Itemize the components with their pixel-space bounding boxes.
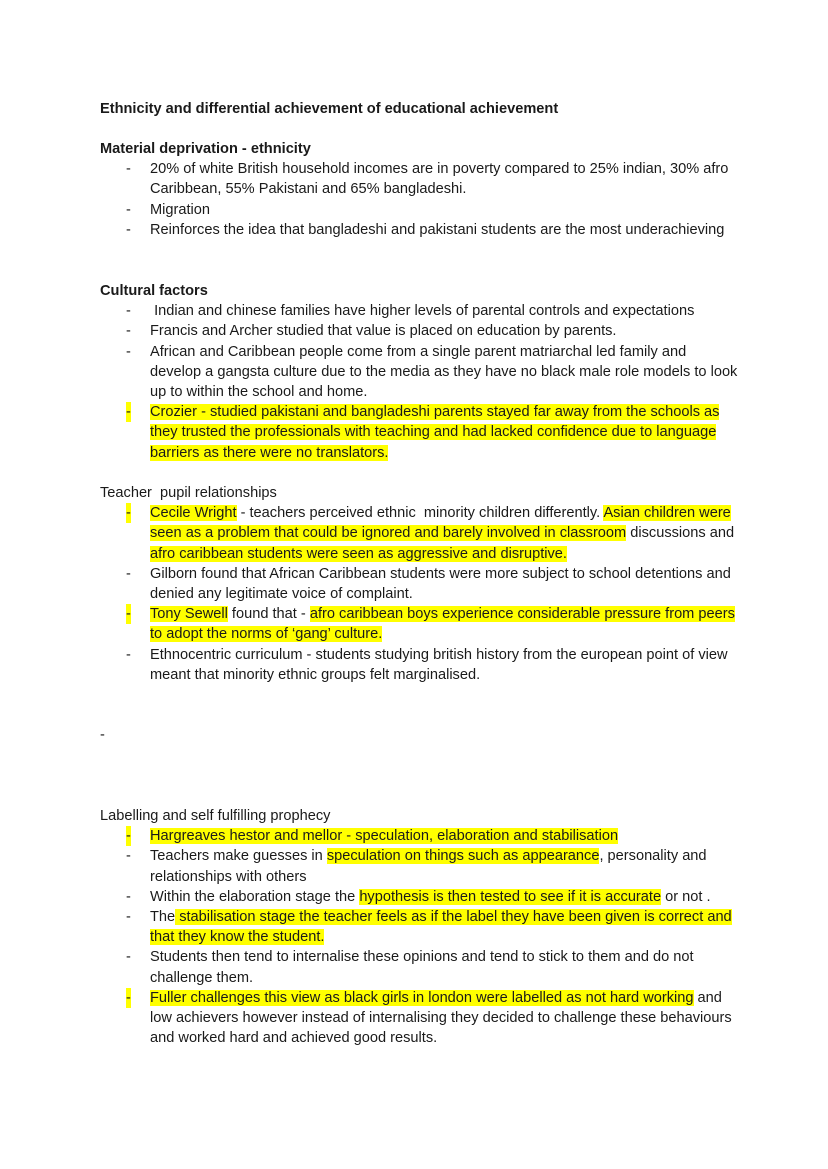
list-item-text: , personality and relationships with others — [150, 848, 707, 885]
highlighted-text: Crozier - studied pakistani and bangladeshi parents stayed far away from the schools as they trusted the professionals with teaching and had lacked confidence due to language barriers as there were no translators. — [150, 404, 720, 461]
highlighted-text: Cecile Wright — [150, 505, 237, 522]
bullet-list — [100, 503, 740, 685]
highlighted-text: Fuller challenges this view as black girls in london were labelled as not hard working — [150, 989, 694, 1006]
list-item: - Francis and Archer studied that value is placed on education by parents. — [100, 321, 740, 341]
list-item — [100, 988, 740, 1049]
list-item: - Migration — [100, 200, 740, 220]
list-item: - Ethnocentric curriculum - students studying british history from the european point of view meant that minority ethnic groups felt marginalised. — [100, 645, 740, 685]
list-item-text: - teachers perceived ethnic minority children differently. — [236, 505, 604, 522]
list-item: - Students then tend to internalise these opinions and tend to stick to them and do not challenge them. — [100, 947, 740, 987]
section-heading: Material deprivation - ethnicity — [100, 141, 311, 157]
list-item — [100, 604, 740, 644]
section-teacher-pupil — [100, 483, 740, 685]
highlighted-text: afro caribbean students were seen as aggressive and disruptive. — [150, 545, 567, 562]
list-item — [100, 846, 740, 886]
list-item-text: The — [150, 909, 176, 926]
section-cultural-factors — [100, 281, 740, 463]
list-item-text: or not . — [661, 888, 711, 905]
highlighted-text: Asian children were seen as a problem that could be ignored and barely involved in classroom — [150, 505, 731, 542]
highlighted-text: afro caribbean boys experience considerable pressure from peers to adopt the norms of ‘gang’ culture. — [150, 606, 735, 643]
list-item-text: discussions and — [626, 525, 735, 542]
document-title: Ethnicity and differential achievement of educational achievement — [100, 101, 559, 117]
list-item: - Reinforces the idea that bangladeshi and pakistani students are the most underachieving — [100, 220, 740, 240]
section-labelling — [100, 806, 740, 1048]
highlighted-text: speculation on things such as appearance — [326, 848, 600, 865]
list-item — [100, 402, 740, 463]
highlighted-text: Hargreaves hestor and mellor - speculation, elaboration and stabilisation — [150, 828, 619, 845]
bullet-list — [100, 159, 740, 240]
list-item: - 20% of white British household incomes are in poverty compared to 25% indian, 30% afro Caribbean, 55% Pakistani and 65% bangladeshi. — [100, 159, 740, 199]
list-item-text: found that - — [227, 606, 310, 623]
list-item-text: Within the elaboration stage the — [150, 888, 360, 905]
list-item — [100, 907, 740, 947]
highlighted-text: Tony Sewell — [150, 606, 228, 623]
section-heading: Cultural factors — [100, 283, 208, 299]
bullet-list — [100, 301, 740, 463]
list-item: - Indian and chinese families have higher levels of parental controls and expectations — [100, 301, 740, 321]
list-item — [100, 826, 740, 846]
list-item: - Gilborn found that African Caribbean students were more subject to school detentions and denied any legitimate voice of complaint. — [100, 564, 740, 604]
list-item-text: Teachers make guesses in — [150, 848, 327, 865]
section-heading: Labelling and self fulfilling prophecy — [100, 808, 331, 824]
list-item: - African and Caribbean people come from a single parent matriarchal led family and develop a gangsta culture due to the media as they have no black male role models to look up to within the school and home. — [100, 342, 740, 403]
highlighted-text: hypothesis is then tested to see if it is accurate — [359, 888, 662, 905]
list-item-text: and low achievers however instead of internalising they decided to challenge these behaviours and worked hard and achieved good results. — [150, 989, 732, 1047]
list-item — [100, 887, 740, 907]
section-heading: Teacher pupil relationships — [100, 485, 277, 501]
highlighted-text: stabilisation stage the teacher feels as if the label they have been given is correct and that they know the student. — [150, 909, 732, 946]
section-material-deprivation — [100, 139, 740, 240]
list-item — [100, 503, 740, 564]
stray-dash: - — [100, 727, 105, 743]
bullet-list — [100, 826, 740, 1048]
